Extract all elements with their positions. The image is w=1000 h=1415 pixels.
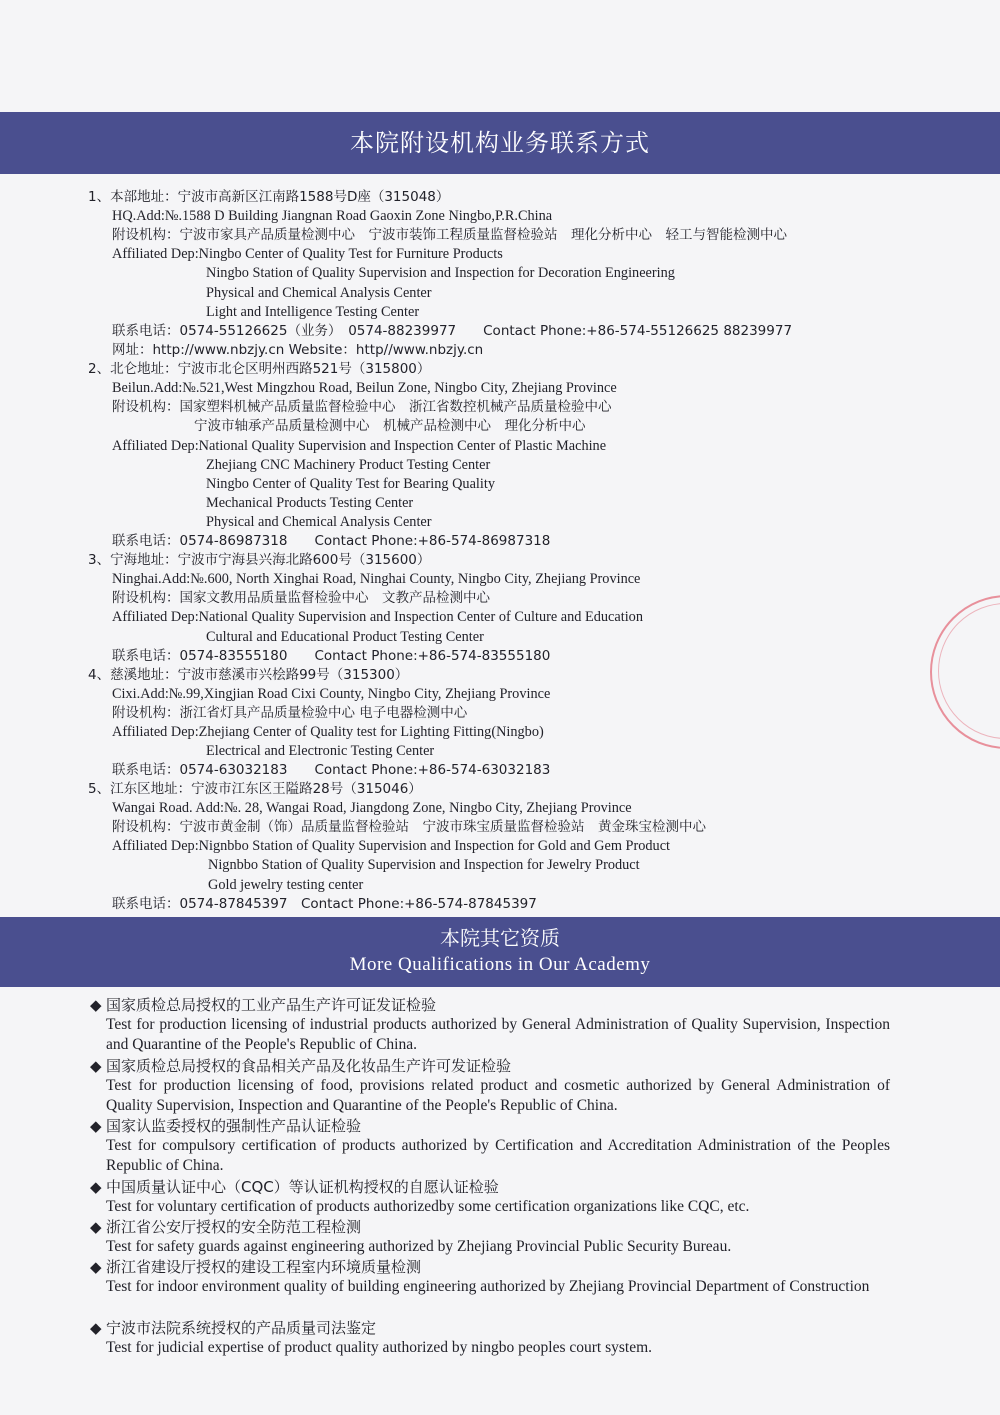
affiliated-line-en: Cultural and Educational Product Testing Center [206,629,484,645]
website-line: 网址：http://www.nbzjy.cn Website：http//www.nbzjy.cn [112,342,484,358]
diamond-bullet-icon: ◆ [90,1178,102,1196]
qualification-item [90,1116,890,1176]
phone-line: 联系电话：0574-87845397 Contact Phone:+86-574-87845397 [112,896,537,912]
diamond-bullet-icon: ◆ [90,1117,102,1135]
address-line-hq: 1、本部地址：宁波市高新区江南路1588号D座（315048） [88,189,450,205]
affiliated-line: 附设机构：国家塑料机械产品质量监督检验中心 浙江省数控机械产品质量检验中心 [112,399,612,415]
qualification-cn: 国家认监委授权的强制性产品认证检验 [106,1117,362,1135]
affiliated-line: 附设机构：国家文教用品质量监督检验中心 文教产品检测中心 [112,590,490,606]
address-line-hq-en: HQ.Add:№.1588 D Building Jiangnan Road Gaoxin Zone Ningbo,P.R.China [112,208,553,224]
qualification-item [90,1257,890,1297]
qualification-item [90,1177,890,1217]
qualification-item [90,1056,890,1116]
section-title-qualifications-cn: 本院其它资质 [440,926,560,950]
qualification-cn: 浙江省建设厅授权的建设工程室内环境质量检测 [106,1258,422,1276]
affiliated-line: 附设机构：宁波市家具产品质量检测中心 宁波市装饰工程质量监督检验站 理化分析中心 轻工与智能检测中心 [112,227,787,243]
affiliated-line-en: Affiliated Dep:Ningbo Center of Quality Test for Furniture Products [112,246,503,262]
diamond-bullet-icon: ◆ [90,1319,102,1337]
address-line-beilun-en: Beilun.Add:№.521,West Mingzhou Road, Beilun Zone, Ningbo City, Zhejiang Province [112,380,617,396]
qualification-en: Test for production licensing of food, provisions related product and cosmetic authorized by General Administration of Quality Supervision, Inspection and Quarantine of the People's Republic of China. [106,1077,890,1114]
section-banner-qualifications [0,917,1000,987]
diamond-bullet-icon: ◆ [90,1218,102,1236]
address-line-ninghai-en: Ninghai.Add:№.600, North Xinghai Road, Ninghai County, Ningbo City, Zhejiang Province [112,571,641,587]
section-banner-contacts [0,112,1000,174]
address-line-beilun: 2、北仑地址：宁波市北仑区明州西路521号（315800） [88,361,431,377]
affiliated-line-en: Physical and Chemical Analysis Center [206,514,432,530]
address-line-jiangdong: 5、江东区地址：宁波市江东区王隘路28号（315046） [88,781,422,797]
address-line-cixi-en: Cixi.Add:№.99,Xingjian Road Cixi County, Ningbo City, Zhejiang Province [112,686,551,702]
diamond-bullet-icon: ◆ [90,1258,102,1276]
qualification-en: Test for judicial expertise of product quality authorized by ningbo peoples court system. [106,1339,653,1356]
affiliated-line-en: Affiliated Dep:National Quality Supervision and Inspection Center of Plastic Machine [112,438,607,454]
affiliated-line-en: Gold jewelry testing center [208,877,364,893]
address-line-jiangdong-en: Wangai Road. Add:№. 28, Wangai Road, Jiangdong Zone, Ningbo City, Zhejiang Province [112,800,632,816]
affiliated-line: 附设机构：宁波市黄金制（饰）品质量监督检验站 宁波市珠宝质量监督检验站 黄金珠宝检测中心 [112,819,706,835]
qualification-cn: 国家质检总局授权的工业产品生产许可证发证检验 [106,996,437,1014]
section-title-qualifications-en: More Qualifications in Our Academy [349,954,651,975]
diamond-bullet-icon: ◆ [90,996,102,1014]
affiliated-line-en: Electrical and Electronic Testing Center [206,743,435,759]
phone-line: 联系电话：0574-83555180 Contact Phone:+86-574-83555180 [112,648,551,664]
affiliated-line: 宁波市轴承产品质量检测中心 机械产品检测中心 理化分析中心 [194,418,586,434]
affiliated-line-en: Light and Intelligence Testing Center [206,304,420,320]
qualification-en: Test for compulsory certification of products authorized by Certification and Accreditation Administration of the Peoples Republic of China. [106,1137,890,1174]
affiliated-line-en: Mechanical Products Testing Center [206,495,414,511]
phone-line: 联系电话：0574-63032183 Contact Phone:+86-574-63032183 [112,762,551,778]
qualification-cn: 国家质检总局授权的食品相关产品及化妆品生产许可发证检验 [106,1057,512,1075]
section-title-contacts: 本院附设机构业务联系方式 [350,129,650,157]
qualification-cn: 中国质量认证中心（CQC）等认证机构授权的自愿认证检验 [106,1178,499,1196]
affiliated-line-en: Nignbbo Station of Quality Supervision and Inspection for Jewelry Product [208,857,640,873]
qualification-cn: 浙江省公安厅授权的安全防范工程检测 [106,1218,362,1236]
qualification-en: Test for voluntary certification of products authorizedby some certification organizations like CQC, etc. [106,1198,750,1215]
qualification-item [90,1217,890,1257]
affiliated-line-en: Affiliated Dep:National Quality Supervision and Inspection Center of Culture and Education [112,609,643,625]
affiliated-line-en: Physical and Chemical Analysis Center [206,285,432,301]
address-line-cixi: 4、慈溪地址：宁波市慈溪市兴桧路99号（315300） [88,667,409,683]
qualification-cn: 宁波市法院系统授权的产品质量司法鉴定 [106,1319,377,1337]
affiliated-line: 附设机构：浙江省灯具产品质量检验中心 电子电器检测中心 [112,705,468,721]
qualification-item [90,995,890,1055]
diamond-bullet-icon: ◆ [90,1057,102,1075]
qualification-en: Test for indoor environment quality of building engineering authorized by Zhejiang Provincial Department of Construction [106,1278,870,1295]
affiliated-line-en: Affiliated Dep:Nignbbo Station of Quality Supervision and Inspection for Gold and Gem Product [112,838,671,854]
affiliated-line-en: Affiliated Dep:Zhejiang Center of Quality test for Lighting Fitting(Ningbo) [112,724,544,740]
phone-line: 联系电话：0574-86987318 Contact Phone:+86-574-86987318 [112,533,551,549]
affiliated-line-en: Zhejiang CNC Machinery Product Testing Center [206,457,491,473]
affiliated-line-en: Ningbo Station of Quality Supervision and Inspection for Decoration Engineering [206,265,675,281]
affiliated-line-en: Ningbo Center of Quality Test for Bearing Quality [206,476,495,492]
qualification-en: Test for safety guards against engineering authorized by Zhejiang Provincial Public Security Bureau. [106,1238,732,1255]
address-line-ninghai: 3、宁海地址：宁波市宁海县兴海北路600号（315600） [88,552,431,568]
qualification-en: Test for production licensing of industrial products authorized by General Administration of Quality Supervision, Inspection and Quarantine of the People's Republic of China. [106,1016,890,1053]
qualification-item [90,1318,890,1358]
phone-line: 联系电话：0574-55126625（业务） 0574-88239977 Contact Phone:+86-574-55126625 88239977 [112,323,793,339]
